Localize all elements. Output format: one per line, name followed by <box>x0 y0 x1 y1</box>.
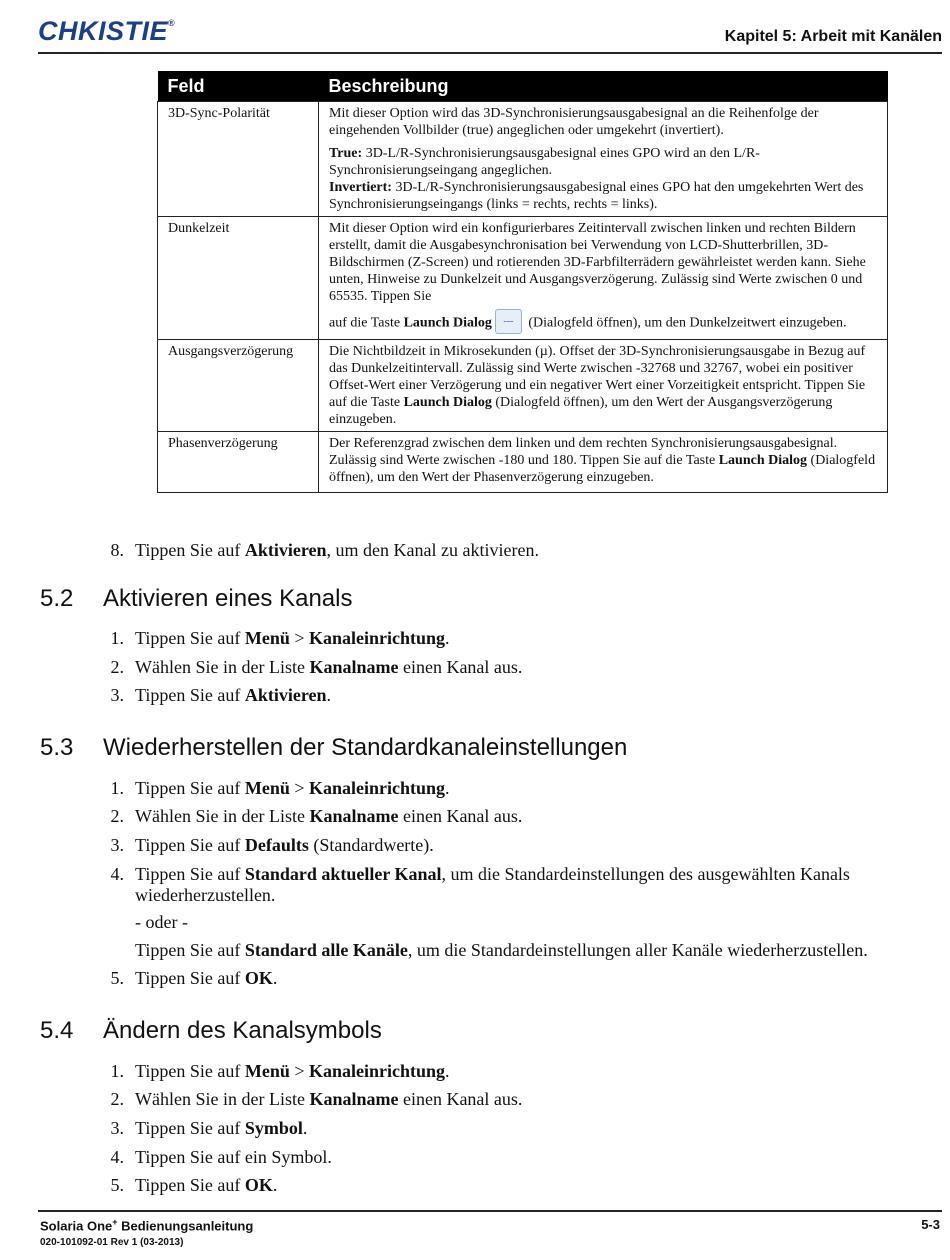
field-description-table <box>157 71 888 493</box>
footer-document-number: 020-101092-01 Rev 1 (03-2013) <box>40 1237 184 1248</box>
step-text: Tippen Sie auf Defaults (Standardwerte). <box>135 835 434 855</box>
step-text: Tippen Sie auf Menü > Kanaleinrichtung. <box>135 778 450 798</box>
step-number: 4. <box>110 1147 124 1167</box>
description-launch-dialog <box>329 311 877 336</box>
field-description <box>319 217 888 340</box>
alternative-step: Tippen Sie auf Standard alle Kanäle, um die Standardeinstellungen aller Kanäle wiederherzustellen. <box>135 940 868 960</box>
section-number: 5.2 <box>40 585 74 612</box>
true-label: True: <box>329 146 363 161</box>
column-header-description: Beschreibung <box>319 71 888 102</box>
text-fragment: auf die Taste <box>329 315 404 331</box>
text-fragment: (Dialogfeld öffnen), um den Wert der Ausgangsverzögerung einzugeben. <box>329 395 833 427</box>
chapter-title: Kapitel 5: Arbeit mit Kanälen <box>724 28 942 45</box>
footer-divider <box>38 1210 942 1212</box>
text-fragment: Der Referenzgrad zwischen dem linken und dem rechten Synchronisierungsausgabesignal. Zulässig sind Werte zwischen -180 und 180. Tippen Sie auf die Taste <box>329 436 838 468</box>
page-header <box>38 14 942 54</box>
logo-registered-mark: ® <box>168 18 176 28</box>
field-description <box>319 432 888 493</box>
field-name: Dunkelzeit <box>158 217 319 340</box>
footer-manual-title: Solaria One+ Bedienungsanleitung <box>40 1217 254 1234</box>
column-header-field: Feld <box>158 71 319 102</box>
field-name: Phasenverzögerung <box>158 432 319 493</box>
step-text: Tippen Sie auf OK. <box>135 968 278 988</box>
field-description <box>319 340 888 432</box>
table-row <box>158 102 888 217</box>
step-number: 4. <box>110 864 124 884</box>
field-description <box>319 102 888 217</box>
inverted-label: Invertiert: <box>329 180 392 195</box>
section-title: Aktivieren eines Kanals <box>103 585 353 612</box>
text-fragment: (Dialogfeld öffnen), um den Dunkelzeitwert einzugeben. <box>524 315 847 331</box>
step-number: 1. <box>110 1061 124 1081</box>
step-number: 3. <box>110 835 124 855</box>
launch-dialog-label: Launch Dialog <box>403 315 492 331</box>
section-number: 5.4 <box>40 1017 74 1044</box>
logo-text: CHKISTIE <box>38 16 169 46</box>
step-text: Tippen Sie auf Symbol. <box>135 1118 308 1138</box>
step-text: Tippen Sie auf Menü > Kanaleinrichtung. <box>135 628 450 648</box>
section-title: Wiederherstellen der Standardkanaleinstellungen <box>103 734 628 761</box>
table-row <box>158 340 888 432</box>
description-inverted <box>329 179 877 213</box>
field-name: 3D-Sync-Polarität <box>158 102 319 217</box>
step-number: 3. <box>110 1118 124 1138</box>
step-text: Tippen Sie auf Aktivieren. <box>135 685 332 705</box>
inverted-text: 3D-L/R-Synchronisierungsausgabesignal eines GPO hat den umgekehrten Wert des Synchronisierungseingangs (links = rechts, rechts = links). <box>329 180 864 212</box>
step-number: 2. <box>110 806 124 826</box>
description-paragraph: Mit dieser Option wird das 3D-Synchronisierungsausgabesignal an die Reihenfolge der eingehenden Vollbilder (true) angeglichen oder umgekehrt (invertiert). <box>329 106 819 138</box>
text-fragment: Die Nichtbildzeit in Mikrosekunden (µ). Offset der 3D-Synchronisierungsausgabe in Bezug auf das Dunkelzeitintervall. Zulässig sind Werte zwischen -32768 und 32767, wobei ein positiver Offset-Wert einer Verzögerung und ein negativer Wert einer Vorzeitigkeit entspricht. Tippen Sie auf die Taste <box>329 344 866 410</box>
step-text: Tippen Sie auf OK. <box>135 1175 278 1195</box>
step-text: Tippen Sie auf Menü > Kanaleinrichtung. <box>135 1061 450 1081</box>
step-number: 2. <box>110 657 124 677</box>
page-number: 5-3 <box>921 1217 940 1232</box>
step-text: Tippen Sie auf ein Symbol. <box>135 1147 332 1167</box>
description-true <box>329 145 877 179</box>
oder-separator: - oder - <box>135 912 188 932</box>
section-title: Ändern des Kanalsymbols <box>103 1017 382 1044</box>
section-number: 5.3 <box>40 734 74 761</box>
field-name: Ausgangsverzögerung <box>158 340 319 432</box>
table-row <box>158 432 888 493</box>
step-number: 1. <box>110 628 124 648</box>
launch-dialog-label: Launch Dialog <box>403 395 492 410</box>
description-paragraph: Mit dieser Option wird ein konfigurierbares Zeitintervall zwischen linken und rechten Bildern erstellt, damit die Ausgabesynchronisation bei Verwendung von LCD-Shutterbrillen, 3D-Bildschirmen (Z-Screen) und rotierenden 3D-Farbfilterrädern gewährleistet werden kann. Siehe unten, Hinweise zu Dunkelzeit und Ausgangsverzögerung. Zulässig sind Werte zwischen 0 und 65535. Tippen Sie <box>329 221 866 304</box>
step-number: 1. <box>110 778 124 798</box>
step-number: 8. <box>110 540 124 560</box>
table-row <box>158 217 888 340</box>
step-number: 3. <box>110 685 124 705</box>
true-text: 3D-L/R-Synchronisierungsausgabesignal eines GPO wird an den L/R-Synchronisierungseingang angeglichen. <box>329 146 760 178</box>
christie-logo <box>38 16 175 47</box>
step-text: Wählen Sie in der Liste Kanalname einen Kanal aus. <box>135 806 523 826</box>
text-fragment: (Dialogfeld öffnen), um den Wert der Phasenverzögerung einzugeben. <box>329 453 876 485</box>
step-number: 5. <box>110 1175 124 1195</box>
launch-dialog-button-icon: --- <box>495 309 522 334</box>
header-divider <box>38 52 942 54</box>
step-text: Wählen Sie in der Liste Kanalname einen Kanal aus. <box>135 657 523 677</box>
step-text: Wählen Sie in der Liste Kanalname einen Kanal aus. <box>135 1089 523 1109</box>
step-number: 5. <box>110 968 124 988</box>
launch-dialog-label: Launch Dialog <box>718 453 808 468</box>
table-header-row <box>158 71 888 102</box>
step-text: Tippen Sie auf Standard aktueller Kanal, um die Standardeinstellungen des ausgewählten Kanals wiederherzustellen. <box>135 864 850 905</box>
step-text: Tippen Sie auf Aktivieren, um den Kanal zu aktivieren. <box>135 540 539 560</box>
step-number: 2. <box>110 1089 124 1109</box>
